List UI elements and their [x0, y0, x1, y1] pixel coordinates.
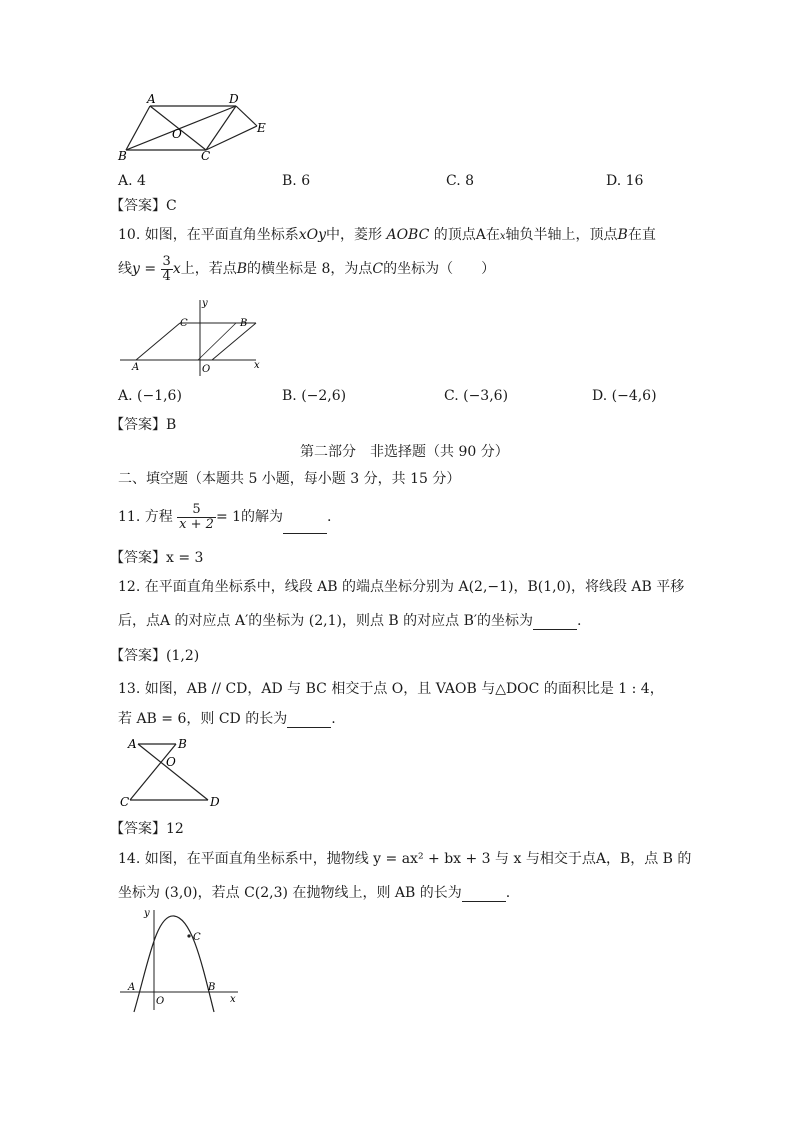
q10-label-x: x [254, 360, 260, 371]
q14-label-y: y [144, 908, 150, 919]
q9-parallelogram-figure [112, 92, 282, 164]
q10-label-o: O [202, 364, 211, 375]
q14-line1: 14. 如图，在平面直角坐标系中，抛物线 y = ax² + bx + 3 与 x 与相交于点A，B，点 B 的 [118, 851, 692, 867]
q9-answer: 【答案】C [110, 198, 177, 214]
q9-option-d: D. 16 [606, 173, 644, 189]
q10-option-a: A. (−1,6) [118, 388, 182, 404]
q9-label-b: B [118, 149, 127, 163]
q13-label-b: B [178, 737, 187, 751]
q13-label-o: O [166, 755, 176, 769]
q12-line1: 12. 在平面直角坐标系中，线段 AB 的端点坐标分别为 A(2,−1)，B(1,0)，将线段 AB 平移 [118, 579, 685, 595]
q11-answer-blank [283, 519, 327, 534]
q14-line2: 坐标为 (3,0)，若点 C(2,3) 在抛物线上，则 AB 的长为 . [118, 885, 511, 901]
q14-label-b: B [208, 982, 216, 993]
q13-line1: 13. 如图，AB // CD，AD 与 BC 相交于点 O，且 VAOB 与△DOC 的面积比是 1 : 4， [118, 681, 664, 697]
q13-label-a: A [128, 737, 137, 751]
q12-answer: 【答案】(1,2) [110, 648, 200, 664]
q14-label-c: C [193, 932, 201, 943]
q11-answer: 【答案】x = 3 [110, 550, 204, 566]
q13-label-c: C [120, 795, 130, 809]
q14-answer-blank [462, 887, 506, 902]
q10-option-b: B. (−2,6) [282, 388, 347, 404]
q9-label-d: D [229, 92, 239, 106]
q9-label-e: E [257, 121, 266, 135]
q13-label-d: D [210, 795, 220, 809]
q10-label-y: y [202, 298, 208, 309]
q10-label-a: A [132, 362, 140, 373]
q10-option-d: D. (−4,6) [592, 388, 657, 404]
q10-label-c: C [180, 318, 188, 329]
fill-in-title: 二、填空题（本题共 5 小题，每小题 3 分，共 15 分） [118, 471, 461, 487]
q9-option-a: A. 4 [118, 173, 146, 189]
q9-label-c: C [201, 149, 211, 163]
q10-rhombus-figure [116, 296, 266, 378]
q14-label-o: O [156, 996, 165, 1007]
q13-answer: 【答案】12 [110, 821, 184, 837]
q10-option-c: C. (−3,6) [444, 388, 509, 404]
q10-answer: 【答案】B [110, 417, 177, 433]
q10-label-b: B [240, 318, 248, 329]
q14-parabola-figure [116, 904, 246, 1014]
q11-question: 11. 方程 $\frac{5}{x + 2}$ = 1的解为 . [118, 500, 331, 534]
q13-line2: 若 AB = 6，则 CD 的长为 . [118, 711, 336, 727]
q10-line1: 10. 如图，在平面直角坐标系xOy中，菱形 AOBC 的顶点A在x轴负半轴上，顶点B在直 [118, 227, 656, 243]
q9-label-o: O [172, 127, 182, 141]
q10-line2: 线y = $\frac{3}{4}$ x上，若点B的横坐标是 8，为点C的坐标为（ ） [118, 253, 496, 284]
q13-answer-blank [287, 713, 331, 728]
part-title: 第二部分 非选择题（共 90 分） [300, 444, 509, 460]
q13-hourglass-figure [116, 734, 226, 810]
q12-answer-blank [533, 615, 577, 630]
q9-option-c: C. 8 [446, 173, 475, 189]
q14-label-x: x [230, 994, 236, 1005]
q9-label-a: A [147, 92, 156, 106]
q12-line2: 后，点A 的对应点 A′的坐标为 (2,1)，则点 B 的对应点 B′的坐标为 . [118, 613, 582, 629]
q14-label-a: A [128, 982, 136, 993]
q9-option-b: B. 6 [282, 173, 311, 189]
